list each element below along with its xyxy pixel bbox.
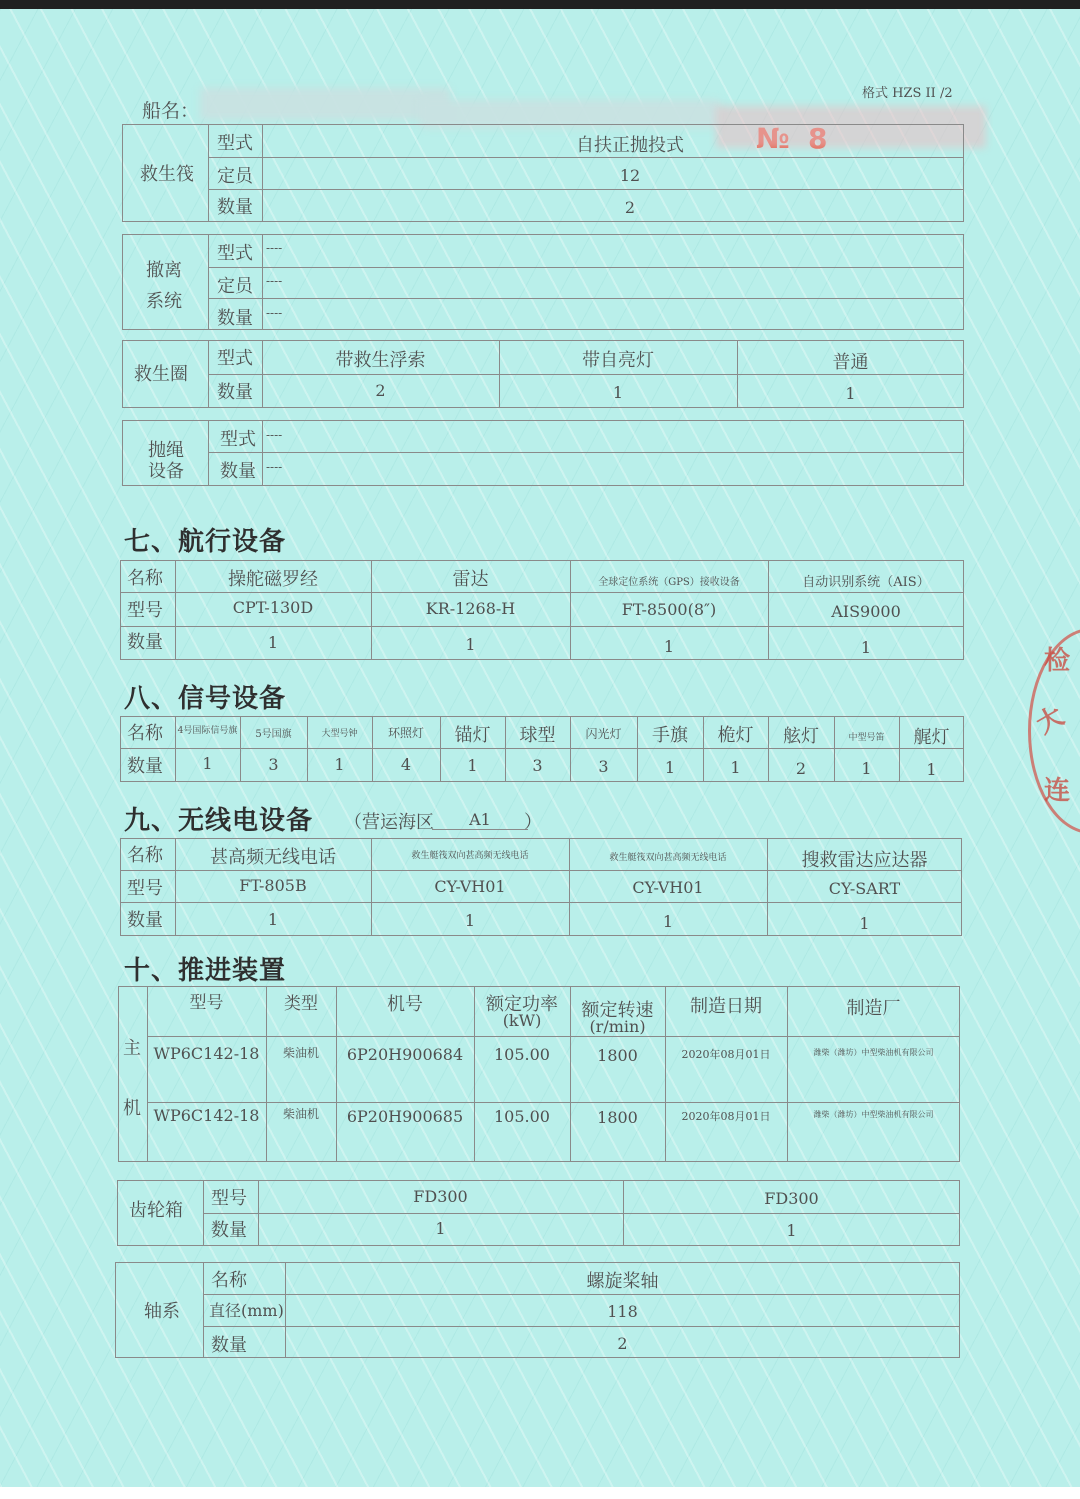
redacted-ship-name [200,88,450,120]
divider [262,124,263,222]
lifebuoy-title: 救生圈 [134,364,188,385]
signal-item-name: 桅灯 [717,725,754,746]
col-header-date: 制造日期 [690,996,762,1017]
sea-area-value: A1 [432,810,528,830]
radio-item-model: CY-VH01 [632,878,704,897]
gearbox-title: 齿轮箱 [129,1200,183,1221]
divider [147,1036,960,1037]
divider [208,189,964,190]
nav-item-name: 操舵磁罗经 [228,569,318,590]
engine-power: 105.00 [494,1107,550,1126]
divider [208,298,964,299]
radio-item-model: CY-VH01 [434,877,506,896]
gearbox-model: FD300 [413,1187,468,1206]
line-throwing-title-line1: 抛绳 [148,440,184,461]
nav-item-qty: 1 [860,638,872,657]
col-header-speed-unit: (r/min) [589,1017,646,1036]
nav-item-model: KR-1268-H [425,599,516,618]
liferaft-quantity-label: 数量 [217,197,253,218]
signal-item-name: 中型号笛 [848,733,885,743]
line-throwing-quantity-value: ---- [266,460,283,474]
engine-model: WP6C142-18 [153,1106,260,1125]
signal-item-name: 手旗 [652,725,688,746]
divider [203,1213,960,1214]
radio-item-name: 救生艇筏双向甚高频无线电话 [411,851,529,861]
signal-name-label: 名称 [127,723,163,744]
radio-item-model: CY-SART [828,879,901,898]
col-header-speed: 额定转速 [581,1000,654,1021]
col-header-power-unit: (kW) [502,1011,542,1030]
lifebuoy-type-label: 型式 [217,348,253,369]
divider [208,157,964,158]
evacuation-type-label: 型式 [217,243,253,264]
radio-heading: 九、无线电设备 [124,806,314,836]
signal-item-qty: 1 [730,758,741,777]
propulsion-heading: 十、推进装置 [124,956,287,986]
evacuation-title-line1: 撤离 [146,260,182,281]
lifebuoy-qty-3: 1 [845,384,856,403]
sea-area-prefix: （营运海区 [344,812,434,833]
gearbox-qty: 1 [786,1221,797,1240]
evacuation-capacity-label: 定员 [217,276,253,297]
navigation-heading: 七、航行设备 [124,527,287,557]
radio-item-model: FT-805B [239,876,307,895]
nav-item-name: 雷达 [452,569,489,590]
main-engine-label-2: 机 [123,1098,141,1119]
divider [208,267,964,268]
col-header-engine-no: 机号 [387,994,423,1015]
nav-item-model: CPT-130D [232,598,314,617]
signal-item-qty: 1 [334,755,345,774]
radio-item-qty: 1 [464,911,476,930]
evacuation-capacity-value: ---- [266,274,283,288]
engine-type: 柴油机 [282,1107,319,1121]
radio-item-qty: 1 [662,912,674,931]
divider [203,1294,960,1295]
signal-item-qty: 3 [598,757,609,776]
signal-item-qty: 3 [532,756,543,775]
main-engine-label-1: 主 [123,1038,141,1059]
seal-char: 大 [1031,701,1070,741]
divider [147,1102,960,1103]
signal-item-name: 5号国旗 [255,729,292,740]
evacuation-quantity-value: ---- [266,306,283,320]
divider [120,626,964,627]
evacuation-quantity-label: 数量 [217,308,253,329]
radio-item-qty: 1 [267,910,279,929]
signal-item-qty: 3 [268,755,279,774]
radio-item-name: 救生艇筏双向甚高频无线电话 [609,853,727,863]
nav-item-qty: 1 [465,635,476,654]
lifebuoy-qty-1: 2 [375,381,386,400]
radio-item-name: 搜救雷达应达器 [801,850,928,871]
signal-item-qty: 1 [467,756,478,775]
navigation-name-label: 名称 [127,568,163,589]
divider [120,748,964,749]
liferaft-type-label: 型式 [217,133,253,154]
engine-number: 6P20H900684 [346,1045,464,1064]
divider [208,420,209,486]
lifebuoy-type-2: 带自亮灯 [582,350,654,371]
signal-item-name: 艉灯 [913,727,950,748]
liferaft-capacity-value: 12 [619,166,641,185]
shafting-diameter-value: 118 [607,1302,638,1321]
shafting-name-value: 螺旋桨轴 [586,1271,659,1292]
radio-quantity-label: 数量 [127,910,163,931]
engine-date: 2020年08月01日 [681,1110,771,1123]
line-throwing-type-value: ---- [266,428,283,442]
line-throwing-quantity-label: 数量 [220,461,256,482]
col-header-model: 型号 [189,993,224,1013]
shafting-title: 轴系 [144,1301,180,1322]
signal-item-name: 闪光灯 [585,727,622,741]
radio-item-name: 甚高频无线电话 [210,847,336,868]
nav-item-name: 全球定位系统（GPS）接收设备 [598,577,740,588]
divider [208,234,209,330]
engine-date: 2020年08月01日 [681,1048,771,1061]
lifebuoy-type-1: 带救生浮索 [335,350,426,371]
radio-name-label: 名称 [127,845,163,866]
line-throwing-type-label: 型式 [220,429,256,450]
radio-item-qty: 1 [859,914,870,933]
engine-maker: 潍柴（潍坊）中型柴油机有限公司 [813,1048,934,1057]
engine-number: 6P20H900685 [346,1107,464,1126]
gearbox-model-label: 型号 [211,1188,247,1209]
signal-item-qty: 1 [861,759,872,778]
evacuation-type-value: ---- [266,241,283,255]
signal-heading: 八、信号设备 [124,684,287,714]
divider [208,124,209,222]
signal-item-name: 锚灯 [454,725,491,746]
signal-item-name: 大型号钟 [321,729,358,739]
lifebuoy-quantity-label: 数量 [217,382,253,403]
divider [203,1262,204,1358]
sea-area-suffix: ） [524,812,542,833]
divider [120,592,964,593]
top-border [0,0,1080,9]
divider [120,902,962,903]
signal-item-qty: 2 [795,759,807,778]
engine-maker: 潍柴（潍坊）中型柴油机有限公司 [813,1110,934,1119]
nav-item-qty: 1 [663,637,675,656]
divider [203,1326,960,1327]
evacuation-title-line2: 系统 [146,291,182,312]
divider [208,374,964,375]
col-header-power: 额定功率 [486,994,558,1015]
signal-item-qty: 1 [202,754,213,773]
nav-item-model: FT-8500(8″) [621,600,717,619]
engine-power: 105.00 [494,1045,550,1064]
shafting-diameter-label: 直径(mm) [209,1301,284,1320]
engine-speed: 1800 [597,1046,638,1065]
divider [208,452,964,453]
liferaft-capacity-label: 定员 [217,166,253,187]
signal-item-qty: 4 [400,755,412,774]
signal-item-qty: 1 [664,758,676,777]
signal-item-qty: 1 [926,760,937,779]
signal-item-name: 环照灯 [387,726,424,740]
engine-speed: 1800 [597,1108,638,1127]
radio-model-label: 型号 [127,878,163,899]
signal-item-name: 球型 [519,725,556,746]
liferaft-type-value: 自扶正抛投式 [576,135,684,156]
gearbox-qty: 1 [435,1219,446,1238]
shafting-quantity-value: 2 [617,1334,628,1353]
nav-item-model: AIS9000 [831,602,901,621]
bottom-border [0,1487,1080,1499]
lifebuoy-qty-2: 1 [612,383,624,402]
liferaft-quantity-value: 2 [624,198,636,217]
lifebuoy-type-3: 普通 [832,352,869,373]
nav-item-name: 自动识别系统（AIS） [802,575,930,590]
shafting-name-label: 名称 [211,1270,247,1291]
line-throwing-title-line2: 设备 [148,461,184,482]
engine-model: WP6C142-18 [153,1044,260,1063]
gearbox-quantity-label: 数量 [211,1220,247,1241]
seal-char: 连 [1044,776,1071,806]
liferaft-title: 救生筏 [140,164,194,185]
divider [262,234,263,330]
nav-item-qty: 1 [267,633,279,652]
gearbox-model: FD300 [764,1189,819,1208]
signal-item-name: 舷灯 [783,726,819,747]
form-label: 格式 HZS II /2 [862,86,953,101]
ship-name-label: 船名： [142,100,200,122]
signal-item-name: 4号国际信号旗 [177,726,238,736]
col-header-maker: 制造厂 [846,998,901,1019]
signal-quantity-label: 数量 [127,756,163,777]
navigation-model-label: 型号 [127,600,163,621]
navigation-quantity-label: 数量 [127,632,163,653]
seal-char: 检 [1044,646,1071,676]
divider [262,420,263,486]
shafting-quantity-label: 数量 [211,1335,247,1356]
col-header-type: 类型 [284,994,318,1014]
engine-type: 柴油机 [282,1046,319,1060]
